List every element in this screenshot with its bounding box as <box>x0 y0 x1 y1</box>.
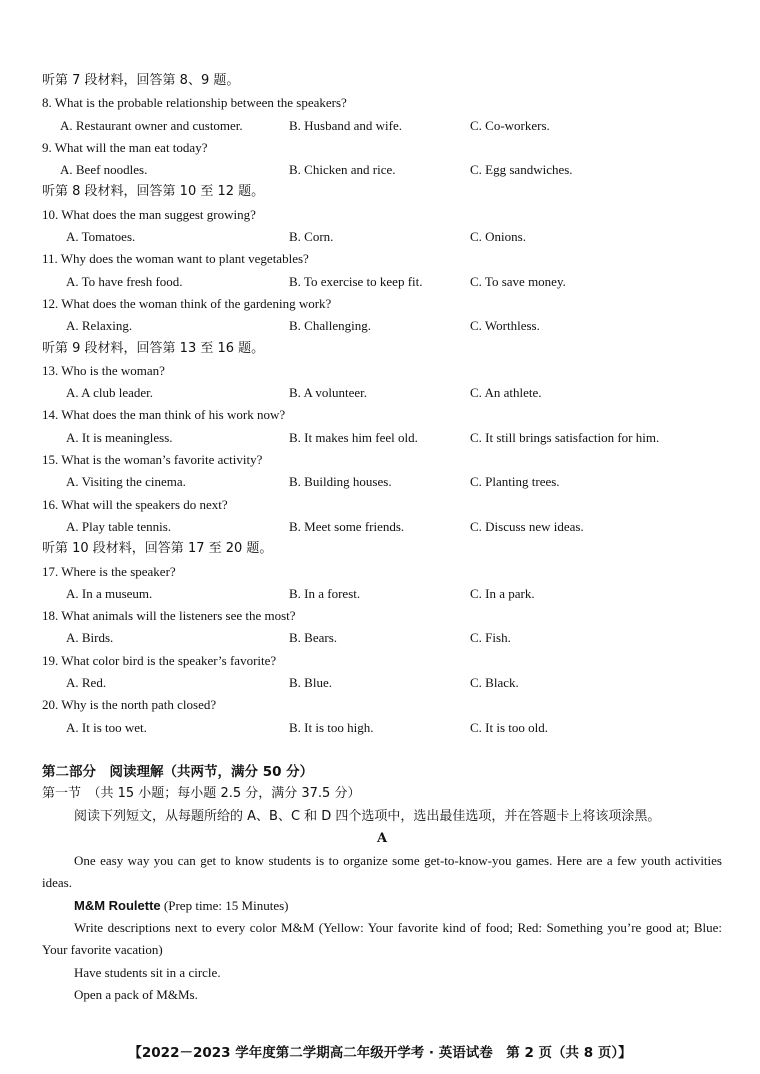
option-a: A. Tomatoes. <box>66 229 136 245</box>
listening-group-heading: 听第 8 段材料，回答第 10 至 12 题。 <box>42 184 265 200</box>
option-b: B. Blue. <box>289 675 332 691</box>
listening-group-heading: 听第 7 段材料，回答第 8、9 题。 <box>42 73 240 88</box>
part-two-title: 第二部分 阅读理解（共两节，满分 50 分） <box>42 764 314 780</box>
options-row <box>42 226 722 248</box>
option-a: A. Relaxing. <box>66 318 133 334</box>
option-b: B. It makes him feel old. <box>289 429 418 445</box>
question-stem: 9. What will the man eat today? <box>42 139 208 155</box>
option-b: B. To exercise to keep fit. <box>289 273 423 289</box>
option-c: C. Black. <box>470 675 519 691</box>
options-row <box>42 717 722 739</box>
option-b: B. Bears. <box>289 630 338 646</box>
question-stem: 11. Why does the woman want to plant vegetables? <box>42 251 309 267</box>
passage-letter: A <box>376 830 388 846</box>
question-stem: 14. What does the man think of his work now? <box>42 407 286 423</box>
question-stem: 18. What animals will the listeners see the most? <box>42 608 296 624</box>
options-row <box>42 583 722 605</box>
page-footer: 【2022－2023 学年度第二学期高二年级开学考 · 英语试卷 第 2 页（共 8 页）】 <box>128 1045 632 1061</box>
option-b: B. Chicken and rice. <box>289 162 396 178</box>
option-c: C. Co-workers. <box>470 117 550 133</box>
question-stem: 8. What is the probable relationship between the speakers? <box>42 95 347 111</box>
option-c: C. To save money. <box>470 273 566 289</box>
option-b: B. Challenging. <box>289 318 371 334</box>
option-c: C. An athlete. <box>470 385 542 401</box>
listening-section <box>42 70 722 739</box>
options-row <box>42 672 722 694</box>
option-b: B. A volunteer. <box>289 385 367 401</box>
question-stem: 15. What is the woman’s favorite activity? <box>42 452 263 468</box>
option-c: C. Egg sandwiches. <box>470 162 573 178</box>
option-a: A. Beef noodles. <box>60 162 148 178</box>
option-a: A. A club leader. <box>66 385 154 401</box>
game-step-1: Have students sit in a circle. <box>74 964 221 980</box>
reading-section <box>42 761 722 1006</box>
options-row <box>42 271 722 293</box>
option-b: B. Corn. <box>289 229 334 245</box>
options-row <box>42 471 722 493</box>
options-row <box>42 115 722 137</box>
question-stem: 19. What color bird is the speaker’s favorite? <box>42 652 277 668</box>
option-b: B. It is too high. <box>289 719 374 735</box>
option-b: B. Husband and wife. <box>289 117 403 133</box>
game-title: M&M Roulette <box>74 897 161 913</box>
option-c: C. Worthless. <box>470 318 540 334</box>
option-a: A. In a museum. <box>66 585 153 601</box>
options-row <box>42 315 722 337</box>
options-row <box>42 516 722 538</box>
listening-group-heading: 听第 10 段材料，回答第 17 至 20 题。 <box>42 541 273 557</box>
option-c: C. Discuss new ideas. <box>470 518 584 534</box>
question-stem: 16. What will the speakers do next? <box>42 496 228 512</box>
option-b: B. In a forest. <box>289 585 361 601</box>
option-c: C. It still brings satisfaction for him. <box>470 429 660 445</box>
option-b: B. Building houses. <box>289 474 392 490</box>
section-one-line: 第一节 （共 15 小题；每小题 2.5 分，满分 37.5 分） <box>42 786 361 802</box>
question-stem: 10. What does the man suggest growing? <box>42 206 256 222</box>
option-a: A. It is meaningless. <box>66 429 173 445</box>
option-c: C. Onions. <box>470 229 526 245</box>
game-step-2: Open a pack of M&Ms. <box>74 986 198 1002</box>
options-row <box>42 627 722 649</box>
option-a: A. Birds. <box>66 630 114 646</box>
question-stem: 17. Where is the speaker? <box>42 563 176 579</box>
option-a: A. Play table tennis. <box>66 518 172 534</box>
option-c: C. Fish. <box>470 630 511 646</box>
listening-group-heading: 听第 9 段材料，回答第 13 至 16 题。 <box>42 340 265 356</box>
game-prep-time: (Prep time: 15 Minutes) <box>160 897 289 913</box>
options-row <box>42 382 722 404</box>
option-c: C. Planting trees. <box>470 474 560 490</box>
game-description: Write descriptions next to every color M&M (Yellow: Your favorite kind of food; Red: Something you’re good at; Blue: Your favorite vacation) <box>42 920 722 958</box>
option-b: B. Meet some friends. <box>289 518 405 534</box>
option-a: A. It is too wet. <box>66 719 147 735</box>
option-a: A. To have fresh food. <box>66 273 183 289</box>
option-c: C. It is too old. <box>470 719 549 735</box>
option-a: A. Restaurant owner and customer. <box>60 117 243 133</box>
question-stem: 12. What does the woman think of the gardening work? <box>42 295 332 311</box>
options-row <box>42 159 722 181</box>
option-a: A. Red. <box>66 675 107 691</box>
game-heading <box>42 895 722 917</box>
question-stem: 20. Why is the north path closed? <box>42 697 217 713</box>
option-c: C. In a park. <box>470 585 535 601</box>
passage-intro: One easy way you can get to know students is to organize some get-to-know-you games. Here are a few youth activities ideas. <box>42 853 722 891</box>
question-stem: 13. Who is the woman? <box>42 362 165 378</box>
options-row <box>42 427 722 449</box>
reading-instruction: 阅读下列短文，从每题所给的 A、B、C 和 D 四个选项中，选出最佳选项，并在答题卡上将该项涂黑。 <box>74 808 661 824</box>
option-a: A. Visiting the cinema. <box>66 474 186 490</box>
